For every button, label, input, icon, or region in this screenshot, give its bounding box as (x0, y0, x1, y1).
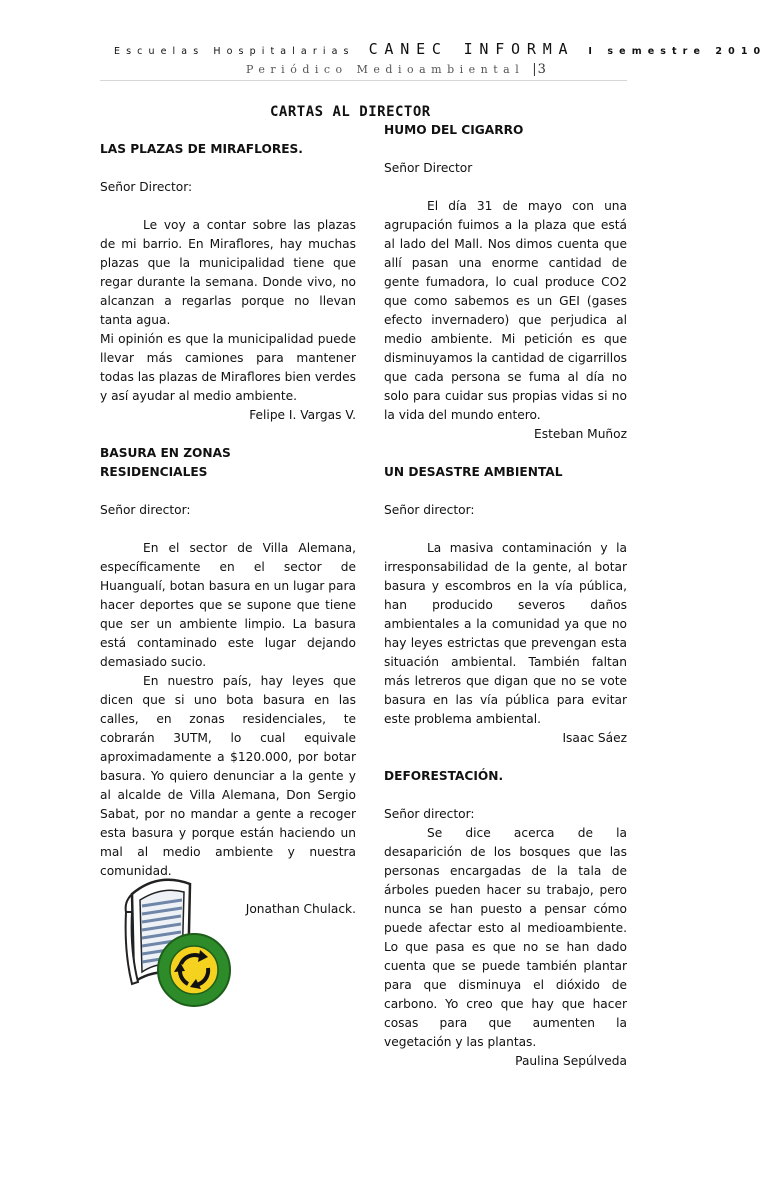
signature-desastre: Isaac Sáez (562, 731, 627, 745)
signature-basura: Jonathan Chulack. (245, 902, 356, 916)
section-title: CARTAS AL DIRECTOR (270, 104, 431, 120)
salutation-deforestacion: Señor director: (384, 807, 475, 821)
paragraph-plazas-2: Mi opinión es que la municipalidad puede llevar más camiones para mantener todas las plazas de Miraflores bien verdes y así ayudar al medio ambiente. (100, 332, 356, 403)
paragraph-humo-1: El día 31 de mayo con una agrupación fuimos a la plaza que está al lado del Mall. Nos dimos cuenta que allí pasan una enorme cantidad de gente fumadora, lo cual produce CO2 que como sabemos es un GEI (gases efecto invernadero) que perjudica al medio ambiente. Mi petición es que disminuyamos la cantidad de cigarrillos que cada persona se fuma al día no solo para cuidar sus propias vidas si no la vida del mundo entero. (384, 199, 627, 422)
article-title-plazas: LAS PLAZAS DE MIRAFLORES. (100, 142, 303, 156)
paragraph-plazas-1: Le voy a contar sobre las plazas de mi barrio. En Miraflores, hay muchas plazas que la municipalidad tiene que regar durante la semana. Donde vivo, no alcanzan a regarlas porque no llevan tanta agua. (100, 218, 356, 327)
signature-deforestacion: Paulina Sepúlveda (515, 1054, 627, 1068)
signature-humo: Esteban Muñoz (534, 427, 627, 441)
article-title-desastre: UN DESASTRE AMBIENTAL (384, 465, 563, 479)
paragraph-desastre-1: La masiva contaminación y la irresponsabilidad de la gente, al botar basura y escombros en la vía pública, han producido severos daños ambientales a la comunidad ya que no hay leyes estrictas que prevengan esta situación ambiental. También faltan más letreros que digan que no se vote basura en las vía pública para evitar este problema ambiental. (384, 541, 627, 726)
subtitle-row (246, 62, 547, 77)
article-title-basura-line1: BASURA EN ZONAS (100, 446, 231, 460)
semester-label: I semestre 2010 (588, 46, 766, 57)
article-title-humo: HUMO DEL CIGARRO (384, 123, 524, 137)
salutation-basura: Señor director: (100, 503, 191, 517)
article-title-basura-line2: RESIDENCIALES (100, 465, 208, 479)
salutation-humo: Señor Director (384, 161, 473, 175)
left-column (100, 121, 356, 919)
paragraph-basura-2: En nuestro país, hay leyes que dicen que si uno bota basura en las calles, en zonas residenciales, te cobrarán 3UTM, lo cual equivale aproximadamente a $120.000, por botar basura. Yo quiero denunciar a la gente y al alcalde de Villa Alemana, Don Sergio Sabat, por no mandar a gente a recoger esta basura y porque están haciendo un mal al medio ambiente y nuestra comunidad. (100, 674, 356, 878)
signature-plazas: Felipe I. Vargas V. (249, 408, 356, 422)
paragraph-deforestacion-1: Se dice acerca de la desaparición de los bosques que las personas encargadas de la tala de árboles pueden hacer su trabajo, pero nunca se han puesto a pensar cómo puede afectar esto al medioambiente. Lo que pasa es que no se han dado cuenta que se puede también plantar para que disminuya el dióxido de carbono. Yo creo que hay que hacer cosas para que aumenten la vegetación y las plantas. (384, 826, 627, 1049)
masthead (114, 40, 766, 60)
recycle-newspaper-icon (118, 872, 238, 1012)
salutation-desastre: Señor director: (384, 503, 475, 517)
right-column (384, 121, 627, 1071)
page-number: |3 (532, 62, 547, 77)
paragraph-basura-1: En el sector de Villa Alemana, específicamente en el sector de Huangualí, botan basura en un lugar para hacer deportes que se supone que tiene que ser un ambiente limpio. La basura está contaminado este lugar dejando demasiado sucio. (100, 541, 356, 669)
subtitle: Periódico Medioambiental (246, 63, 525, 76)
header-divider (100, 80, 627, 81)
salutation-plazas: Señor Director: (100, 180, 193, 194)
school-name: Escuelas Hospitalarias (114, 46, 355, 57)
publication-name: CANEC INFORMA (368, 40, 575, 58)
article-title-deforestacion: DEFORESTACIÓN. (384, 769, 504, 783)
recycle-badge-icon (158, 934, 230, 1006)
